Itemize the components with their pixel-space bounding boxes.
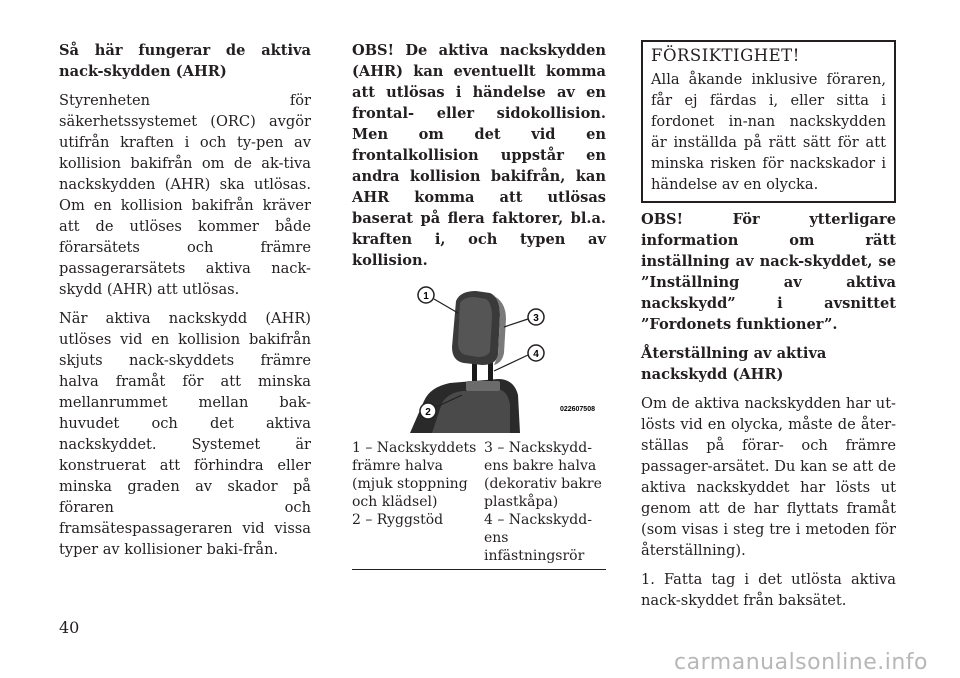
- caution-box: [641, 40, 896, 203]
- caution-title: FÖRSIKTIGHET!: [651, 46, 800, 65]
- paragraph-ahr-deploy: När aktiva nackskydd (AHR) utlöses vid en kollision bakifrån skjuts nack-skyddets främre halva framåt för att minska mellanrummet mellan bak-huvudet och det aktiva nackskyddet. Systemet är konstruerat att förhindra eller minska graden av skador på föraren och framsätespassageraren vid vissa typer av kollisioner baki-från.: [59, 310, 311, 558]
- legend-item-4: 4 – Nackskydd-ens infästningsrör: [484, 512, 592, 564]
- legend-item-1: 1 – Nackskyddets främre halva (mjuk stoppning och klädsel): [352, 440, 477, 510]
- note-frontal-collision: OBS! De aktiva nackskydden (AHR) kan eventuellt komma att utlösas i händelse av en frontal- eller sidokollision. Men om det vid en frontalkollision uppstår en andra kollision bakifrån, kan AHR komma att utlösas baserat på flera faktorer, bl.a. kraften i, och typen av kollision.: [352, 42, 606, 269]
- page-number: 40: [59, 618, 80, 637]
- watermark-text: carmanualsonline.info: [674, 650, 928, 675]
- section-heading-ahr-function: Så här fungerar de aktiva nack-skydden (AHR): [59, 42, 311, 80]
- legend-divider: [352, 569, 606, 570]
- column-right: [641, 40, 896, 619]
- callout-3: 3: [533, 313, 539, 324]
- figure-legend: [352, 439, 606, 565]
- column-middle: [352, 40, 606, 570]
- section-heading-reset: Återställning av aktiva nackskydd (AHR): [641, 345, 827, 383]
- column-left: [59, 40, 311, 568]
- legend-item-3: 3 – Nackskydd-ens bakre halva (dekorativ bakre plastkåpa): [484, 440, 602, 510]
- headrest-illustration: [402, 283, 602, 433]
- step-1: 1. Fatta tag i det utlösta aktiva nack-skyddet från baksätet.: [641, 571, 896, 609]
- callout-2: 2: [425, 407, 431, 418]
- legend-item-2: 2 – Ryggstöd: [352, 512, 444, 528]
- note-adjustment: OBS! För ytterligare information om rätt inställning av nack-skyddet, se ”Inställning av aktiva nackskydd” i avsnittet ”Fordonets funktioner”.: [641, 211, 896, 333]
- paragraph-orc: Styrenheten för säkerhetssystemet (ORC) avgör utifrån kraften i och ty-pen av kollision bakifrån om de ak-tiva nackskydden (AHR) ska utlösas. Om en kollision bakifrån kräver att de utlöses kommer både förarsätets och främre passagerarsätets aktiva nack-skydd (AHR) att utlösas.: [59, 92, 311, 298]
- paragraph-reset: Om de aktiva nackskydden har ut-lösts vid en olycka, måste de åter-ställas på förar- och främre passager-arsätet. Du kan se att de aktiva nackskyddet har lösts ut genom att de har flyttats framåt (som visas i steg tre i metoden för återställning).: [641, 395, 896, 559]
- figure-code: 022607508: [559, 406, 595, 413]
- headrest-figure: [352, 283, 606, 433]
- callout-4: 4: [533, 349, 539, 360]
- callout-1: 1: [423, 291, 429, 302]
- caution-text: Alla åkande inklusive föraren, får ej färdas i, eller sitta i fordonet in-nan nackskydden är inställda på rätt sätt för att minska risken för nackskador i händelse av en olycka.: [651, 71, 886, 193]
